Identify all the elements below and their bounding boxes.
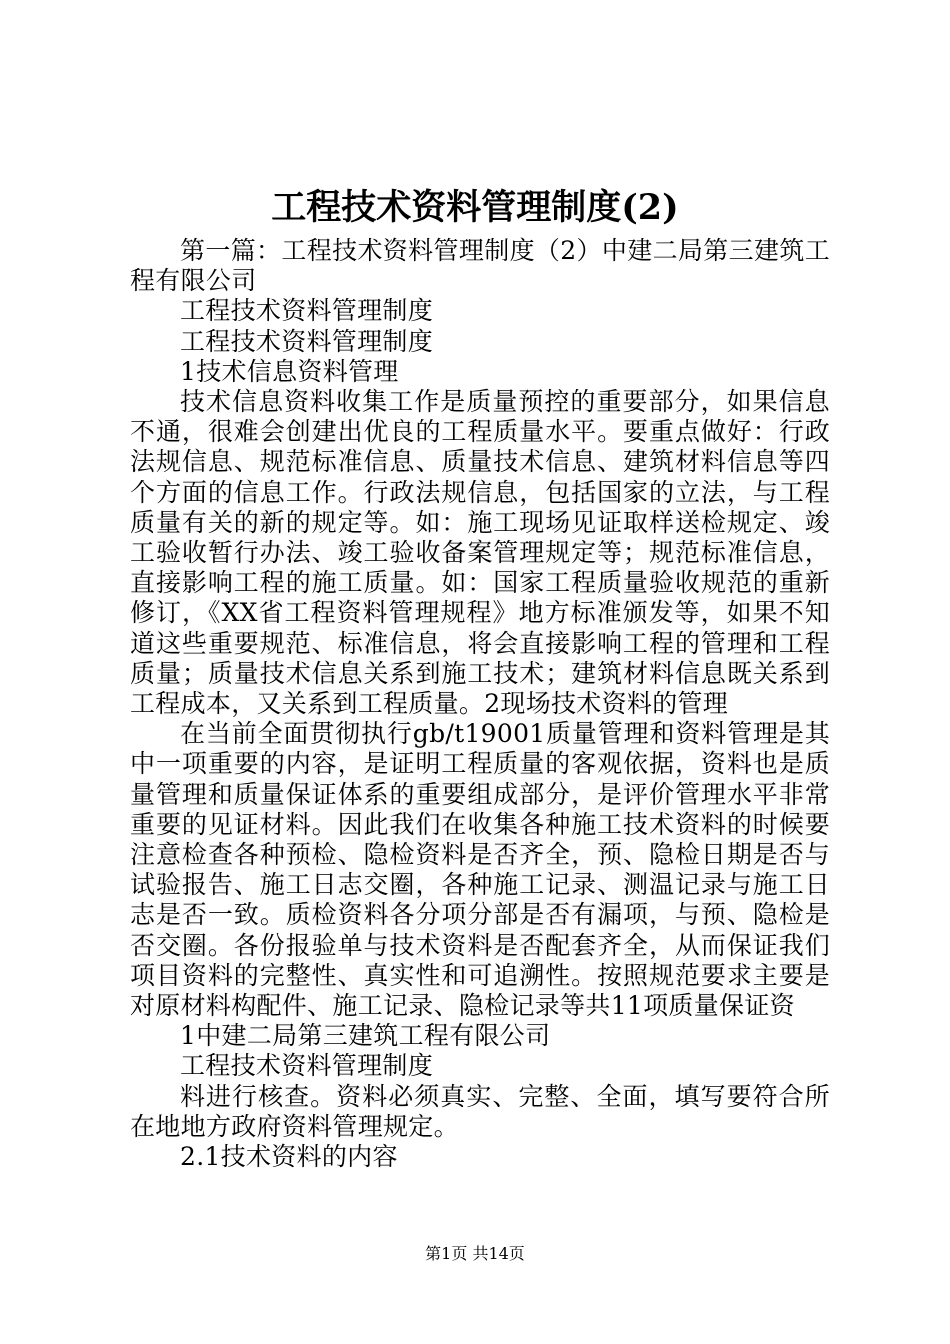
paragraph: 2.1技术资料的内容	[180, 1142, 398, 1172]
paragraph: 技术信息资料收集工作是质量预控的重要部分，如果信息不通，很难会创建出优良的工程质量水平。要重点做好：行政法规信息、规范标准信息、质量技术信息、建筑材料信息等四个方面的信息工作。行政法规信息，包括国家的立法，与工程质量有关的新的规定等。如：施工现场见证取样送检规定、竣工验收暂行办法、竣工验收备案管理规定等；规范标准信息，直接影响工程的施工质量。如：国家工程质量验收规范的重新修订，《XX省工程资料管理规程》地方标准颁发等，如果不知道这些重要规范、标准信息，将会直接影响工程的管理和工程质量；质量技术信息关系到施工技术；建筑材料信息既关系到工程成本，又关系到工程质量。2现场技术资料的管理	[130, 387, 830, 719]
paragraph: 在当前全面贯彻执行gb/t19001质量管理和资料管理是其中一项重要的内容，是证明工程质量的客观依据，资料也是质量管理和质量保证体系的重要组成部分，是评价管理水平非常重要的见证材料。因此我们在收集各种施工技术资料的时候要注意检查各种预检、隐检资料是否齐全，预、隐检日期是否与试验报告、施工日志交圈，各种施工记录、测温记录与施工日志是否一致。质检资料各分项分部是否有漏项，与预、隐检是否交圈。各份报验单与技术资料是否配套齐全，从而保证我们项目资料的完整性、真实性和可追溯性。按照规范要求主要是对原材料构配件、施工记录、隐检记录等共11项质量保证资	[130, 719, 830, 1021]
paragraph: 1中建二局第三建筑工程有限公司	[180, 1021, 551, 1051]
paragraph: 工程技术资料管理制度	[180, 1051, 434, 1081]
page-footer: 第1页 共14页	[425, 1244, 525, 1263]
paragraph: 工程技术资料管理制度	[180, 326, 434, 356]
paragraph: 工程技术资料管理制度	[180, 296, 434, 326]
document-title: 工程技术资料管理制度(2)	[271, 187, 679, 228]
paragraph: 1技术信息资料管理	[180, 356, 399, 386]
paragraph: 第一篇：工程技术资料管理制度（2）中建二局第三建筑工程有限公司	[130, 236, 830, 296]
document-body	[130, 236, 830, 1172]
paragraph: 料进行核查。资料必须真实、完整、全面，填写要符合所在地地方政府资料管理规定。	[130, 1081, 830, 1141]
